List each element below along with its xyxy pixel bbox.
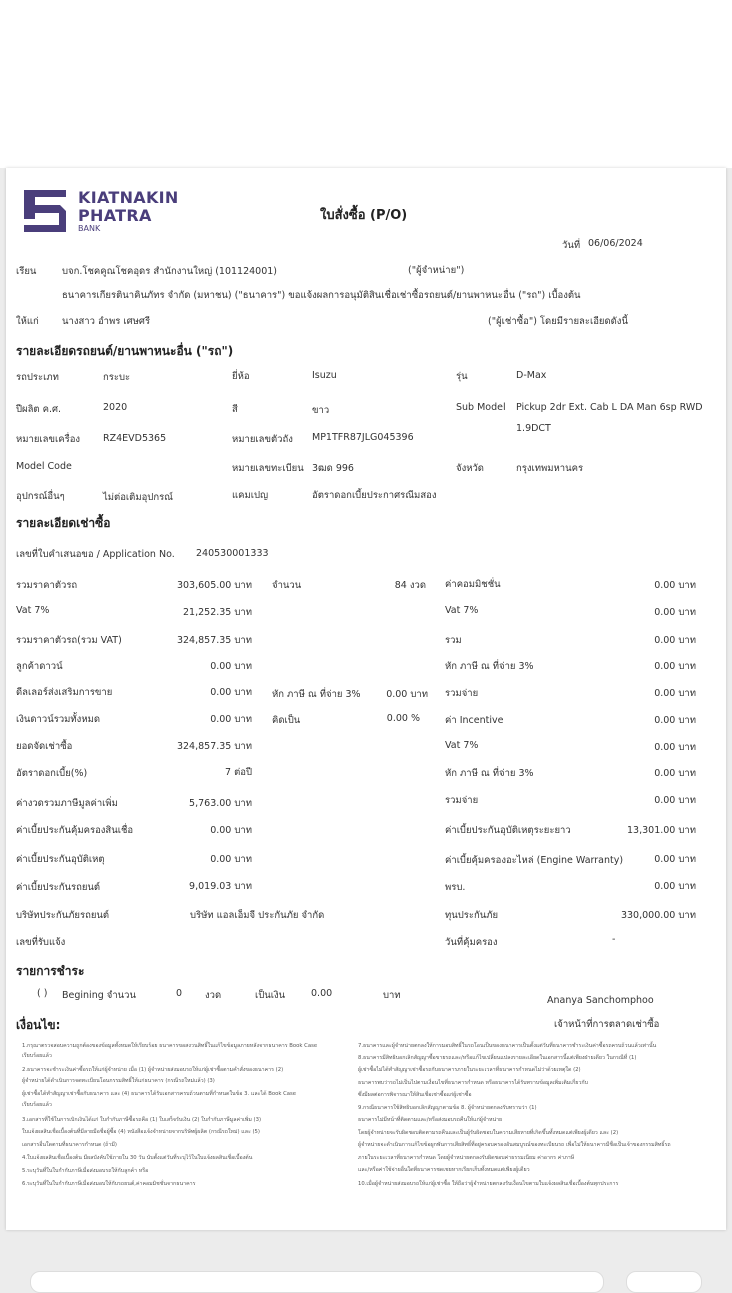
left-row-label: ค่าเบี้ยประกันรถยนต์: [16, 882, 101, 893]
chassis-value: MP1TFR87JLG045396: [312, 432, 414, 443]
sum-insured-label: ทุนประกันภัย: [445, 910, 499, 921]
top-band: [0, 0, 732, 168]
left-row-label: รวมราคาตัวรถ(รวม VAT): [16, 635, 122, 646]
color-value: ขาว: [312, 405, 330, 416]
cover-date-value: -: [612, 934, 616, 945]
condition-line: เรียบร้อยแล้ว: [22, 1102, 52, 1108]
plate-value: 3ฒด 996: [312, 463, 354, 474]
condition-line: เอกสารอื่นใดตามที่ธนาคารกำหนด (ถ้ามี): [22, 1142, 117, 1148]
condition-line: 10.เมื่อผู้จำหน่ายส่งมอบรถให้แก่ผู้เช่าซื้อ ให้ถือว่าผู้จำหน่ายตกลงรับเงื่อนไขตามใบแจ้งผลสินเชื่อเบื้องต้นทุกประการ: [358, 1181, 619, 1187]
condition-line: 7.ธนาคารและผู้จำหน่ายตกลงให้การมอบสิทธิ์ในรถโอนเป็นของธนาคารเป็นตั้งแต่วันที่ธนาคารชำระเงินค่าซื้อรถครบถ้วนแล้วเท่านั้น: [358, 1043, 657, 1049]
right-row-value: 0.00 บาท: [654, 795, 696, 806]
left-row-label: เงินดาวน์รวมทั้งหมด: [16, 714, 101, 725]
purchase-order-document: [6, 168, 726, 1230]
document-title: ใบสั่งซื้อ (P/O): [320, 208, 408, 223]
right-row-value: 13,301.00 บาท: [627, 825, 696, 836]
condition-line: ผู้จำหน่ายจะดำเนินการแก้ไขข้อผูกพันการเสียสิทธิ์ที่อยู่ครอบครองอันสมบูรณ์ของทะเบียนรถ เพื่อไม่ให้ธนาคารมีชื่อเป็นเจ้าของกรรมสิทธิ์รถ: [358, 1142, 671, 1148]
vehicle-type-label: รถประเภท: [16, 372, 59, 383]
condition-line: ผู้จำหน่ายได้ดำเนินการจดทะเบียนโอนกรรมสิทธิ์ให้แก่ธนาคาร (กรณีรถใหม่แล้ว) (3): [22, 1078, 215, 1084]
notify-label: เลขที่รับแจ้ง: [16, 937, 66, 948]
conditions-title: เงื่อนไข:: [16, 1018, 61, 1032]
bank-name-line1: KIATNAKIN: [78, 188, 179, 207]
condition-line: 2.ธนาคารจะชำระเงินค่าซื้อรถให้แก่ผู้จำหน่าย เมื่อ (1) ผู้จำหน่ายส่งมอบรถให้แก่ผู้เช่าซื้อตามคำสั่งของธนาคาร (2): [22, 1067, 284, 1073]
left-row-value: 0.00 บาท: [210, 661, 252, 672]
year-label: ปีผลิต ค.ศ.: [16, 404, 62, 415]
left-row-label: ค่างวดรวมภาษีมูลค่าเพิ่ม: [16, 798, 118, 809]
condition-line: ธนาคารพบว่ารถไม่เป็นไปตามเงื่อนไขที่ธนาคารกำหนด หรือธนาคารได้รับทราบข้อมูลเพิ่มเติมเกี่ยวกับ: [358, 1080, 588, 1086]
payment-amount-label: เป็นเงิน: [255, 990, 286, 1001]
left-row-value: 5,763.00 บาท: [189, 798, 252, 809]
right-row-value: 0.00 บาท: [654, 742, 696, 753]
for-label: ให้แก่: [16, 316, 39, 327]
mid-row-value: 0.00 %: [386, 713, 420, 724]
condition-line: 8.ธนาคารมีสิทธิบอกเลิกสัญญาซื้อขายรถและ/หรือแก้ไขเปลี่ยนแปลงรายละเอียดในเอกสารนี้แต่เพียงฝ่ายเดียว ในกรณีที่ (1): [358, 1055, 637, 1061]
for-value: นางสาว อำพร เศษศรี: [62, 316, 151, 327]
payment-count: 0: [176, 988, 183, 999]
kiatnakin-logo-icon: [22, 188, 72, 234]
right-row-value: 0.00 บาท: [654, 688, 696, 699]
mid-row-label: หัก ภาษี ณ ที่จ่าย 3%: [272, 689, 361, 700]
vehicle-section-title: รายละเอียดรถยนต์/ยานพาหนะอื่น ("รถ"): [16, 344, 234, 358]
campaign-label: แคมเปญ: [232, 490, 269, 501]
condition-line: เรียบร้อยแล้ว: [22, 1053, 52, 1059]
right-row-label: ค่าเบี้ยคุ้มครองอะไหล่ (Engine Warranty): [445, 855, 624, 866]
left-row-value: 303,605.00 บาท: [176, 580, 252, 591]
right-row-label: Vat 7%: [445, 605, 479, 616]
right-row-label: ค่าคอมมิชชั่น: [445, 579, 501, 590]
mid-row-label: คิดเป็น: [272, 715, 301, 726]
bank-name-line3: BANK: [78, 224, 101, 233]
right-row-value: 0.00 บาท: [654, 854, 696, 865]
right-row-label: รวมจ่าย: [445, 688, 479, 699]
accessory-label: อุปกรณ์อื่นๆ: [16, 491, 65, 502]
bottom-bar[interactable]: [30, 1271, 604, 1293]
left-row-label: อัตราดอกเบี้ย(%): [16, 768, 88, 779]
right-row-label: ค่าเบี้ยประกันอุบัติเหตุระยะยาว: [445, 825, 571, 836]
insurer-value: บริษัท แอลเอ็มจี ประกันภัย จำกัด: [190, 910, 325, 921]
left-row-value: 0.00 บาท: [210, 854, 252, 865]
lease-section-title: รายละเอียดเช่าซื้อ: [16, 516, 111, 530]
province-value: กรุงเทพมหานคร: [516, 463, 584, 474]
condition-line: 6.ระบุวันที่ในใบกำกับภาษีเมื่อส่งมอบให้กับรถยนต์,ค่าคอมมิชชั่นจากธนาคาร: [22, 1181, 196, 1187]
condition-line: 1.กรุณาตรวจสอบความถูกต้องของข้อมูลทั้งหมดให้เรียบร้อย ธนาคารขอสงวนสิทธิ์ในแก้ไขข้อมูลภายหลังจากธนาคาร Book Case: [22, 1043, 318, 1049]
left-row-label: ค่าเบี้ยประกันคุ้มครองสินเชื่อ: [16, 825, 134, 836]
right-row-label: หัก ภาษี ณ ที่จ่าย 3%: [445, 661, 534, 672]
brand-label: ยี่ห้อ: [232, 371, 250, 382]
mid-row-value: 0.00 บาท: [386, 689, 428, 700]
engine-label: หมายเลขเครื่อง: [16, 434, 81, 445]
bank-name-line2: PHATRA: [78, 206, 152, 225]
mid-row-value: 84 งวด: [394, 580, 426, 591]
left-row-label: Vat 7%: [16, 605, 50, 616]
right-row-value: 0.00 บาท: [654, 635, 696, 646]
to-label: เรียน: [16, 266, 37, 277]
condition-line: ผู้เช่าซื้อได้ทำสัญญาเช่าซื้อกับธนาคาร และ (4) ธนาคารได้รับเอกสารครบถ้วนตามที่กำหนดในข้อ 3. และได้ Book Case: [22, 1091, 297, 1097]
right-row-value: 0.00 บาท: [654, 661, 696, 672]
to-value: บจก.โชคคูณโชคอุดร สำนักงานใหญ่ (101124001): [62, 266, 278, 277]
right-row-value: 0.00 บาท: [654, 607, 696, 618]
insurer-label: บริษัทประกันภัยรถยนต์: [16, 910, 110, 921]
mid-row-label: จำนวน: [272, 580, 302, 591]
model-label: รุ่น: [456, 371, 468, 382]
left-row-label: ยอดจัดเช่าซื้อ: [16, 741, 73, 752]
sum-insured-value: 330,000.00 บาท: [620, 910, 696, 921]
application-label: เลขที่ใบคำเสนอขอ / Application No.: [16, 549, 175, 560]
left-row-label: ค่าเบี้ยประกันอุบัติเหตุ: [16, 854, 105, 865]
to-role: ("ผู้จำหน่าย"): [408, 265, 465, 276]
payment-currency: บาท: [383, 990, 401, 1001]
signer-name: Ananya Sanchomphoo: [547, 995, 654, 1006]
condition-line: 5.ระบุวันที่ในใบกำกับภาษีเมื่อส่งมอบรถให้กับลูกค้า หรือ: [22, 1168, 149, 1174]
condition-line: และ/หรือค่าใช้จ่ายอื่นใดที่ธนาคารชดเชยหากเรียกเก็บทั้งหมดแต่เพียงผู้เดียว: [358, 1167, 530, 1173]
brand-value: Isuzu: [312, 370, 337, 381]
province-label: จังหวัด: [456, 463, 484, 474]
model-value: D-Max: [516, 370, 547, 381]
vehicle-type-value: กระบะ: [103, 372, 131, 383]
right-row-label: รวมจ่าย: [445, 795, 479, 806]
condition-line: ภายในระยะเวลาที่ธนาคารกำหนด โดยผู้จำหน่ายตกลงรับผิดชอบค่าธรรมเนียม ค่าอากร ค่าภาษี: [358, 1155, 575, 1161]
modelcode-label: Model Code: [16, 461, 72, 472]
submodel-label: Sub Model: [456, 402, 506, 413]
condition-line: ใบแจ้งผลสินเชื่อเบื้องต้นที่มีลายมือชื่อผู้ซื้อ (4) หนังสือแจ้งจำหน่ายจากบริษัทผู้ผลิต (กรณีรถใหม่) และ (5): [22, 1129, 260, 1135]
condition-line: 3.เอกสารที่ใช้ในการเบิกเงินได้แก่ ใบกำกับภาษีซื้อรถคือ (1) ใบเสร็จรับเงิน (2) ใบกำกับภาษีมูลค่าเพิ่ม (3): [22, 1117, 262, 1123]
condition-line: ธนาคารไม่มีหน้าที่ติดตามและ/หรือส่งมอบรถคืนให้แก่ผู้จำหน่าย: [358, 1117, 503, 1123]
condition-line: ผู้เช่าซื้อไม่ได้ทำสัญญาเช่าซื้อรถกับธนาคารภายในระยะเวลาที่ธนาคารกำหนดไม่ว่าด้วยเหตุใด (2): [358, 1067, 581, 1073]
left-row-value: 0.00 บาท: [210, 825, 252, 836]
right-row-value: 0.00 บาท: [654, 881, 696, 892]
left-row-label: รวมราคาตัวรถ: [16, 580, 78, 591]
payment-bracket: ( ): [37, 988, 48, 999]
right-row-label: หัก ภาษี ณ ที่จ่าย 3%: [445, 768, 534, 779]
right-row-label: ค่า Incentive: [445, 715, 504, 726]
date-value: 06/06/2024: [588, 238, 643, 249]
left-row-value: 0.00 บาท: [210, 714, 252, 725]
right-row-label: พรบ.: [445, 882, 466, 893]
right-row-value: 0.00 บาท: [654, 768, 696, 779]
left-row-value: 324,857.35 บาท: [176, 741, 252, 752]
submodel-value-line2: 1.9DCT: [516, 423, 551, 434]
cover-date-label: วันที่คุ้มครอง: [445, 937, 498, 948]
left-row-value: 7 ต่อปี: [225, 767, 252, 778]
payment-amount: 0.00: [311, 988, 333, 999]
campaign-value: อัตราดอกเบี้ยประกาศรณีมสอง: [312, 490, 437, 501]
left-row-label: ดีลเลอร์ส่งเสริมการขาย: [16, 687, 113, 698]
condition-line: 9.กรณีธนาคารใช้สิทธิบอกเลิกสัญญาตามข้อ 8. ผู้จำหน่ายตกลงรับทราบว่า (1): [358, 1105, 537, 1111]
condition-line: ซึ่งมีผลต่อการพิจารณาให้สินเชื่อเช่าซื้อแก่ผู้เช่าซื้อ: [358, 1092, 472, 1098]
for-role: ("ผู้เช่าซื้อ") โดยมีรายละเอียดดังนี้: [488, 316, 628, 327]
condition-line: 4.ใบแจ้งผลสินเชื่อเบื้องต้น มีผลบังคับใช้ภายใน 30 วัน นับตั้งแต่วันที่ระบุไว้ในใบแจ้งผลสินเชื่อเบื้องต้น: [22, 1155, 253, 1161]
date-label: วันที่: [562, 240, 581, 251]
left-row-value: 21,252.35 บาท: [183, 607, 252, 618]
signer-title: เจ้าหน้าที่การตลาดเช่าซื้อ: [554, 1019, 660, 1030]
right-row-value: 0.00 บาท: [654, 580, 696, 591]
chassis-label: หมายเลขตัวถัง: [232, 434, 293, 445]
approval-notice: ธนาคารเกียรตินาคินภัทร จำกัด (มหาชน) ("ธนาคาร") ขอแจ้งผลการอนุมัติสินเชื่อเช่าซื้อรถยนต์/ยานพาหนะอื่น ("รถ") เบื้องต้น: [62, 290, 581, 301]
condition-line: โดยผู้จำหน่ายจะรับผิดชอบติดตามรถคืนและเป็นผู้รับผิดชอบในความเสียหายที่เกิดขึ้นทั้งหมดแต่เพียงผู้เดียว และ (2): [358, 1130, 619, 1136]
left-row-value: 324,857.35 บาท: [176, 635, 252, 646]
color-label: สี: [232, 404, 238, 415]
right-row-value: 0.00 บาท: [654, 715, 696, 726]
right-row-label: Vat 7%: [445, 740, 479, 751]
bottom-button[interactable]: [626, 1271, 702, 1293]
accessory-value: ไม่ต่อเติมอุปกรณ์: [103, 492, 173, 503]
payment-section-title: รายการชำระ: [16, 964, 85, 978]
engine-value: RZ4EVD5365: [103, 433, 167, 444]
plate-label: หมายเลขทะเบียน: [232, 463, 304, 474]
application-value: 240530001333: [196, 548, 269, 559]
left-row-value: 9,019.03 บาท: [189, 881, 252, 892]
payment-label: Begining จำนวน: [62, 990, 136, 1001]
submodel-value-line1: Pickup 2dr Ext. Cab L DA Man 6sp RWD: [516, 402, 703, 413]
right-row-label: รวม: [445, 635, 462, 646]
year-value: 2020: [103, 402, 128, 413]
payment-unit: งวด: [205, 990, 222, 1001]
left-row-label: ลูกค้าดาวน์: [16, 661, 63, 672]
left-row-value: 0.00 บาท: [210, 687, 252, 698]
